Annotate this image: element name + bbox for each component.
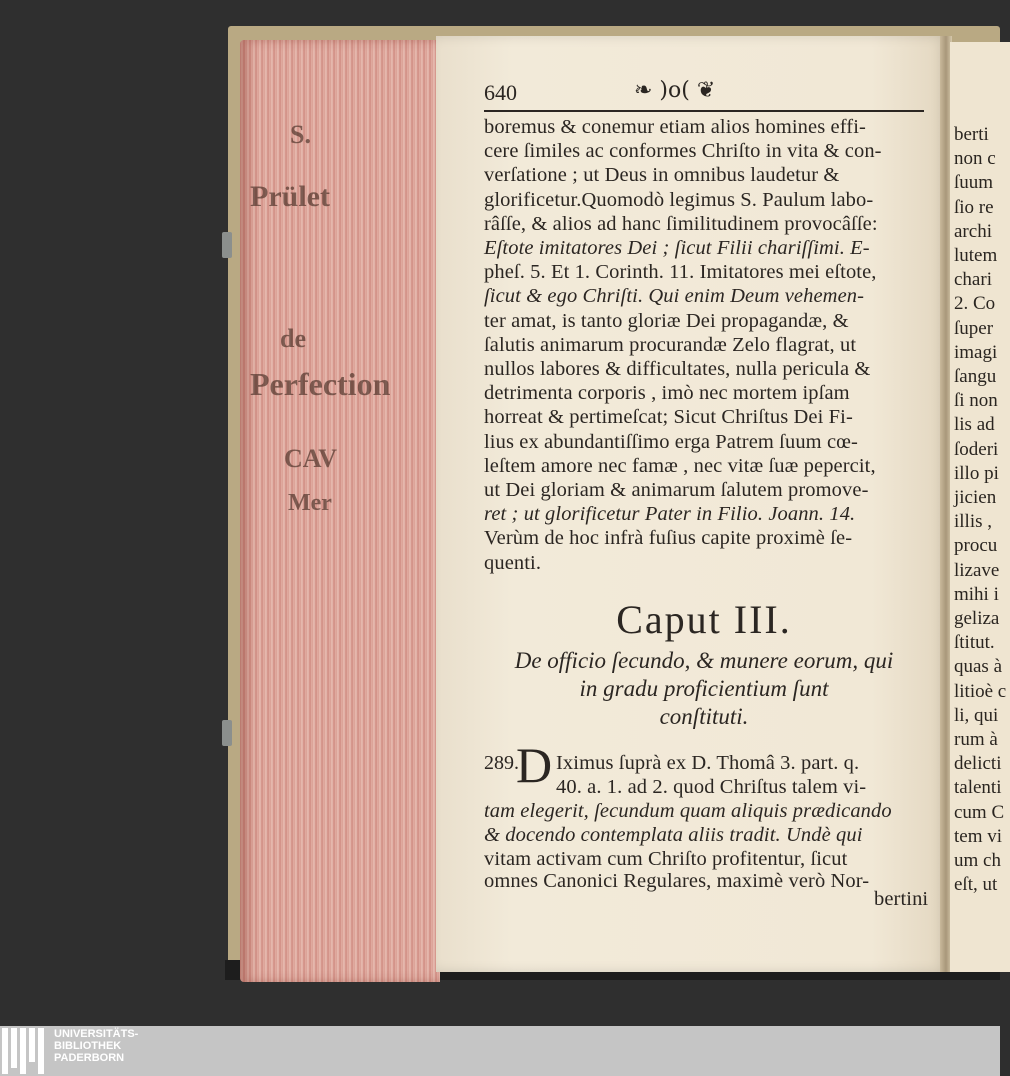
facing-page-line: mihi i bbox=[954, 583, 999, 605]
text-line: ter amat, is tanto gloriæ Dei propagandæ, & bbox=[484, 309, 849, 332]
facing-page bbox=[950, 42, 1010, 972]
facing-page-line: lis ad bbox=[954, 414, 995, 436]
text-line: nullos labores & difficultates, nulla pericula & bbox=[484, 358, 871, 380]
fore-edge-inscription bbox=[240, 40, 440, 982]
text-line: quenti. bbox=[484, 551, 542, 574]
facing-page-line: cum C bbox=[954, 801, 1005, 823]
running-header bbox=[484, 80, 924, 108]
edge-ink-5: CAV bbox=[284, 444, 337, 473]
paragraph-line: tam elegerit, ſecundum quam aliquis prædicando bbox=[484, 800, 892, 822]
text-line: Verùm de hoc infrà fuſius capite proximè ſe- bbox=[484, 527, 853, 550]
facing-page-line: jicien bbox=[954, 487, 997, 508]
header-rule bbox=[484, 110, 924, 112]
facing-page-line: ſuper bbox=[954, 317, 994, 339]
facing-page-line: delicti bbox=[954, 753, 1002, 775]
facing-page-line: illis , bbox=[954, 511, 993, 533]
text-line: leſtem amore nec famæ , nec vitæ ſuæ pepercit, bbox=[484, 454, 876, 477]
facing-page-line: berti bbox=[954, 124, 989, 145]
paragraph-number: 289. bbox=[484, 752, 519, 774]
facing-page-line: ſangu bbox=[954, 366, 997, 387]
text-line: ſalutis animarum procurandæ Zelo flagrat, ut bbox=[484, 333, 857, 356]
facing-page-line: ſoderi bbox=[954, 438, 999, 460]
header-ornament: ❧ )o( ❦ bbox=[634, 78, 716, 103]
text-line: pheſ. 5. Et 1. Corinth. 11. Imitatores mei eſtote, bbox=[484, 261, 877, 284]
library-logo-line: BIBLIOTHEK bbox=[54, 1040, 122, 1052]
fore-edge bbox=[240, 40, 440, 982]
edge-ink-3: de bbox=[280, 324, 306, 353]
edge-ink-6: Mer bbox=[288, 490, 332, 516]
facing-page-line: geliza bbox=[954, 608, 1000, 629]
paragraph-line: & docendo contemplata aliis tradit. Undè qui bbox=[484, 824, 863, 846]
paragraph-line: Iximus ſuprà ex D. Thomâ 3. part. q. bbox=[556, 752, 860, 774]
library-logo-line: PADERBORN bbox=[54, 1052, 125, 1064]
chapter-subtitle-line: in gradu proficientium ſunt bbox=[579, 676, 829, 701]
catchword: bertini bbox=[874, 888, 929, 910]
facing-page-line: ſio re bbox=[954, 196, 994, 218]
facing-page-line: archi bbox=[954, 220, 992, 242]
facing-page-line: litioè c bbox=[954, 680, 1007, 702]
facing-page-line: tem vi bbox=[954, 825, 1003, 847]
edge-ink-2: Prület bbox=[250, 180, 330, 213]
facing-page-line: non c bbox=[954, 148, 996, 170]
chapter-title: Caput III. bbox=[616, 597, 792, 642]
library-footer bbox=[0, 1026, 1000, 1076]
facing-page-line: 2. Co bbox=[954, 293, 996, 315]
facing-page-line: ſuum bbox=[954, 172, 994, 194]
facing-page-line: talenti bbox=[954, 777, 1002, 799]
paragraph-line: vitam activam cum Chriſto profitentur, ſicut bbox=[484, 848, 848, 870]
text-line: boremus & conemur etiam alios homines effi- bbox=[484, 116, 866, 138]
facing-page-line: procu bbox=[954, 535, 998, 557]
text-line: Eſtote imitatores Dei ; ſicut Filii chariſſimi. E- bbox=[484, 237, 870, 259]
facing-page-line: lutem bbox=[954, 245, 998, 266]
facing-page-line: chari bbox=[954, 269, 992, 291]
edge-ink-1: S. bbox=[290, 120, 311, 149]
text-line: verſatione ; ut Deus in omnibus laudetur & bbox=[484, 164, 840, 187]
facing-page-line: ſtitut. bbox=[954, 632, 995, 654]
library-logo-text bbox=[54, 1028, 138, 1064]
paragraph-line: 40. a. 1. ad 2. quod Chriſtus talem vi- bbox=[556, 776, 867, 798]
text-line: horreat & pertimeſcat; Sicut Chriſtus Dei Fi- bbox=[484, 406, 853, 429]
text-line: ſicut & ego Chriſti. Qui enim Deum vehemen- bbox=[484, 285, 865, 308]
facing-page-line: rum à bbox=[954, 729, 998, 750]
text-line: lius ex abundantiſſimo erga Patrem ſuum cœ- bbox=[484, 430, 858, 453]
drop-cap: D bbox=[516, 737, 553, 793]
facing-page-line: ſi non bbox=[954, 390, 998, 412]
text-line: detrimenta corporis , imò nec mortem ipſam bbox=[484, 382, 850, 405]
clasp-top bbox=[222, 232, 232, 258]
page-number: 640 bbox=[484, 80, 517, 105]
library-logo-icon bbox=[2, 1028, 46, 1074]
facing-page-line: eſt, ut bbox=[954, 874, 998, 896]
paragraph-line: omnes Canonici Regulares, maximè verò Nor- bbox=[484, 870, 870, 892]
facing-page-line: lizave bbox=[954, 559, 1000, 581]
chapter-subtitle-line: De officio ſecundo, & munere eorum, qui bbox=[514, 648, 894, 673]
facing-page-line: illo pi bbox=[954, 462, 999, 484]
facing-page-line: quas à bbox=[954, 656, 1003, 678]
facing-page-line: li, qui bbox=[954, 704, 999, 726]
text-line: râſſe, & alios ad hanc ſimilitudinem provocâſſe: bbox=[484, 212, 878, 235]
text-line: ut Dei gloriam & animarum ſalutem promove- bbox=[484, 479, 869, 501]
facing-page-line: imagi bbox=[954, 341, 998, 363]
clasp-bottom bbox=[222, 720, 232, 746]
facing-page-line: um ch bbox=[954, 850, 1001, 871]
text-line: ret ; ut glorificetur Pater in Filio. Joann. 14. bbox=[484, 503, 856, 526]
text-line: cere ſimiles ac conformes Chriſto in vita & con- bbox=[484, 140, 882, 163]
edge-ink-4: Perfection bbox=[250, 366, 391, 402]
library-logo-line: UNIVERSITÄTS- bbox=[54, 1028, 139, 1040]
chapter-subtitle-line: conſtituti. bbox=[659, 704, 749, 729]
text-line: glorificetur.Quomodò legimus S. Paulum labo- bbox=[484, 188, 874, 211]
